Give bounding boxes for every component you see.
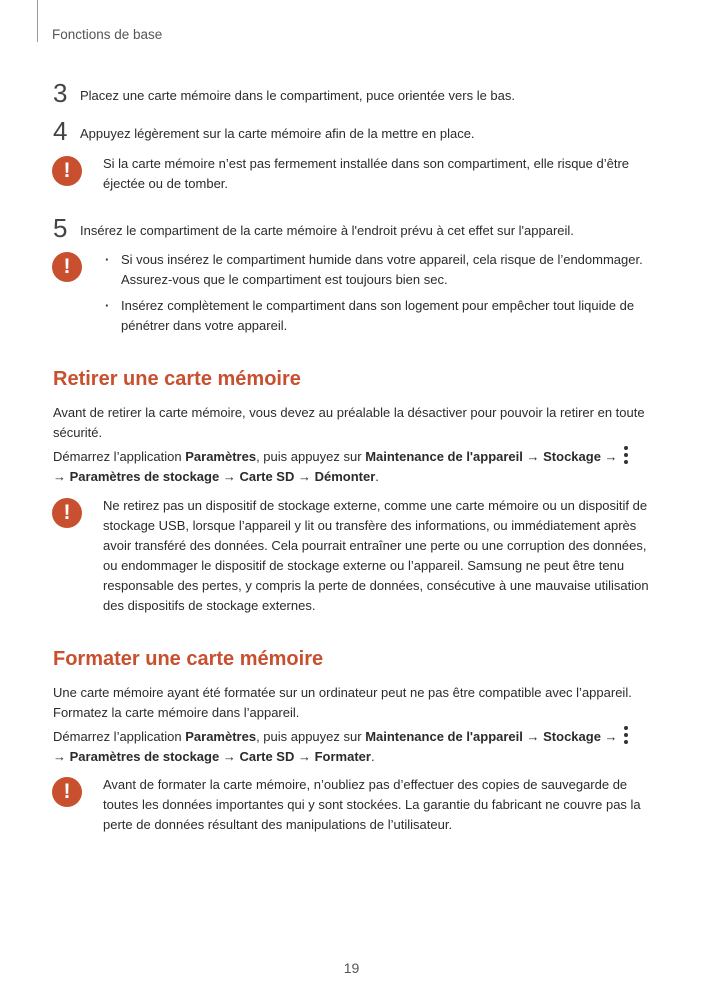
note-text: Si la carte mémoire n’est pas fermement installée dans son compartiment, elle risque d’être éjectée ou de tomber. [103,156,630,191]
section-title-format: Formater une carte mémoire [53,648,324,670]
menu-item: Carte SD [239,749,295,764]
warning-icon: ! [52,498,82,528]
menu-item: Stockage [543,729,601,744]
warning-note-step5 [52,250,653,342]
menu-item: Carte SD [239,469,295,484]
note-text: Ne retirez pas un dispositif de stockage externe, comme une carte mémoire ou un dispositif de stockage USB, lorsque l’appareil y lit ou transfère des informations, ou immédiatement après avoir transféré des données. Cela pourrait entraîner une perte ou une corruption des données, ou endommager le dispositif de stockage externe ou l’appareil. Samsung ne peut être tenu responsable des pertes, y compris la perte de données, consécutive à une mauvaise utilisation des dispositifs de stockage externes. [103,498,649,613]
menu-item: Maintenance de l'appareil [365,449,523,464]
menu-item: Paramètres de stockage [69,749,220,764]
app-name: Paramètres [185,729,257,744]
step-text: Placez une carte mémoire dans le compartiment, puce orientée vers le bas. [80,88,515,103]
menu-item: Paramètres de stockage [69,469,220,484]
more-options-icon [623,446,629,466]
menu-item: Stockage [543,449,601,464]
header-rule [37,0,38,42]
action-label: Démonter [314,469,376,484]
bullet-list [103,250,653,336]
step-number: 3 [53,78,68,108]
note-text: Avant de formater la carte mémoire, n’oubliez pas d’effectuer des copies de sauvegarde de toutes les données importantes qui y sont stockées. La garantie du fabricant ne couvre pas la perte de données résultant des manipulations de l’utilisateur. [103,777,641,832]
remove-path: Démarrez l’application Paramètres, puis appuyez sur Maintenance de l'appareil → Stockage → → Paramètres de stockage → Carte SD → Démonter. [53,446,658,487]
warning-note-step4 [52,154,653,194]
app-name: Paramètres [185,449,257,464]
warning-icon: ! [52,156,82,186]
step-text: Insérez le compartiment de la carte mémoire à l'endroit prévu à cet effet sur l'appareil. [80,223,574,238]
format-intro: Une carte mémoire ayant été formatée sur un ordinateur peut ne pas être compatible avec l’appareil. Formatez la carte mémoire dans l’appareil. Démarrez l’application Paramètres, puis appuyez sur Maintenance de l'appareil → Stockage → → Paramètres de stockage → Carte SD → Formater. [53,683,658,767]
step-text: Appuyez légèrement sur la carte mémoire afin de la mettre en place. [80,126,475,141]
step-number: 4 [53,116,68,146]
bullet-item: · Si vous insérez le compartiment humide dans votre appareil, cela risque de l’endommager. Assurez-vous que le compartiment est toujours bien sec. [103,250,653,290]
more-options-icon [623,726,629,746]
warning-note-format [52,775,653,835]
warning-note-remove [52,496,653,616]
remove-intro: Avant de retirer la carte mémoire, vous devez au préalable la désactiver pour pouvoir la retirer en toute sécurité. Démarrez l’application Paramètres, puis appuyez sur Maintenance de l'appareil → Stockage → → Paramètres de stockage → Carte SD → Démonter. [53,403,658,487]
bullet-item: · Insérez complètement le compartiment dans son logement pour empêcher tout liquide de pénétrer dans votre appareil. [103,296,653,336]
page-number: 19 [343,960,360,976]
warning-icon: ! [52,777,82,807]
step-number: 5 [53,213,68,243]
section-title-remove: Retirer une carte mémoire [53,368,301,390]
format-path: Démarrez l’application Paramètres, puis appuyez sur Maintenance de l'appareil → Stockage → → Paramètres de stockage → Carte SD → Formater. [53,726,658,767]
warning-icon: ! [52,252,82,282]
action-label: Formater [314,749,371,764]
menu-item: Maintenance de l'appareil [365,729,523,744]
header-title: Fonctions de base [52,27,163,42]
